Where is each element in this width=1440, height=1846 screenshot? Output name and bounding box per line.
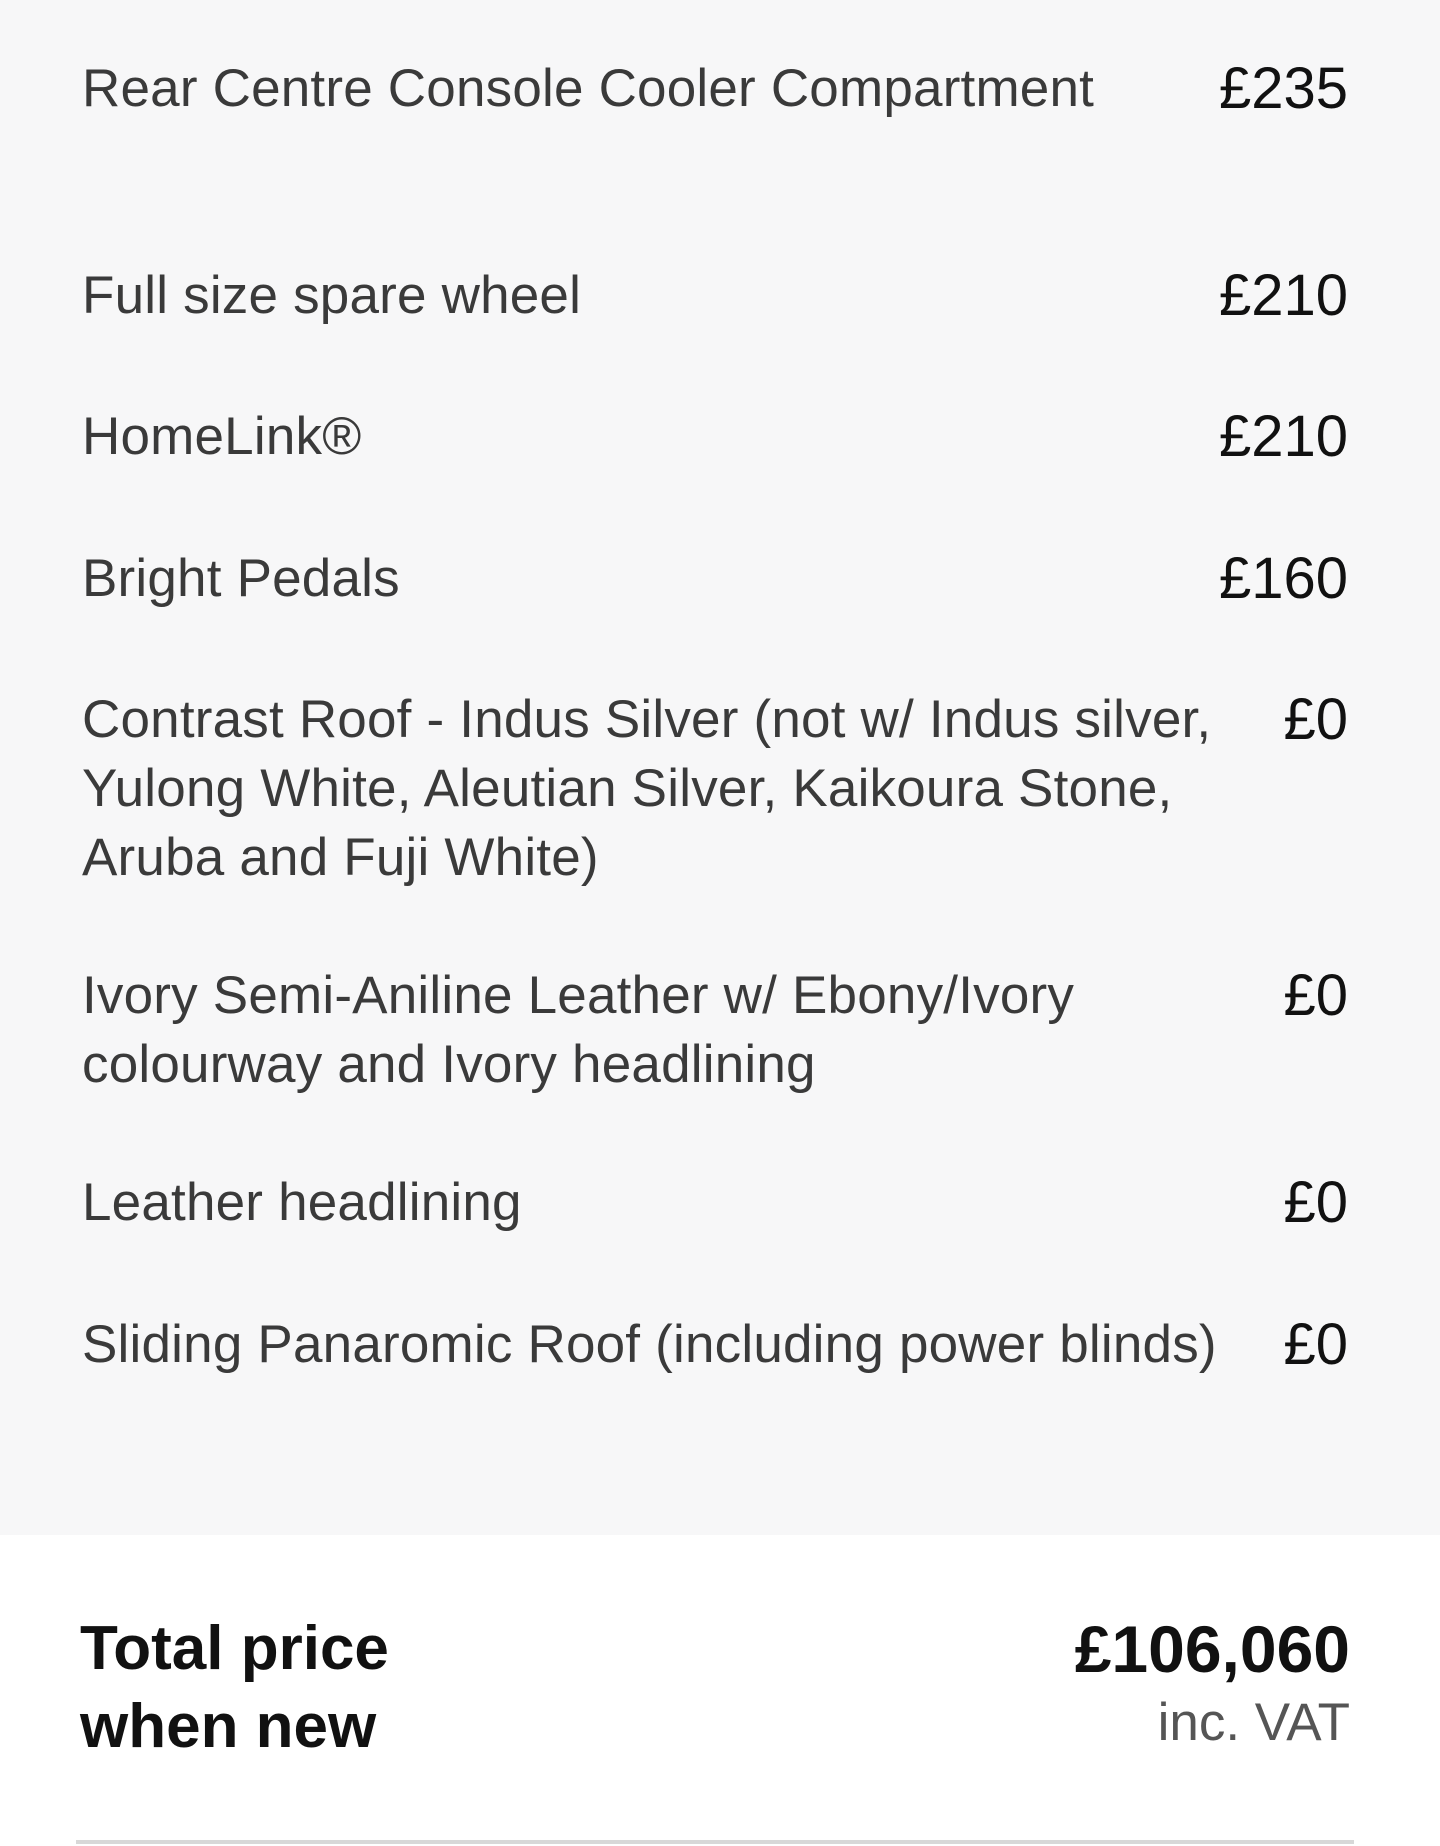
option-label: HomeLink®: [82, 407, 362, 466]
option-label: Contrast Roof - Indus Silver (not w/ Indus silver, Yulong White, Aleutian Silver, Kaikoura Stone, Aruba and Fuji White): [82, 690, 1212, 887]
option-price: £210: [1218, 263, 1348, 328]
option-label: Rear Centre Console Cooler Compartment: [82, 59, 1095, 118]
option-label: Ivory Semi-Aniline Leather w/ Ebony/Ivory colourway and Ivory headlining: [82, 966, 1075, 1094]
total-price-value: £106,060: [1074, 1612, 1350, 1686]
option-row-contrast-roof: [82, 685, 1348, 892]
option-price: £0: [1283, 1312, 1348, 1377]
option-price: £235: [1218, 56, 1348, 121]
option-row-leather-headlining: [82, 1168, 1348, 1237]
total-price-value-group: [1075, 1610, 1350, 1758]
option-price: £0: [1283, 687, 1348, 752]
option-price: £0: [1283, 963, 1348, 1028]
option-price: £210: [1218, 404, 1348, 469]
option-label: Leather headlining: [82, 1173, 522, 1232]
option-row-rear-console-cooler: [82, 54, 1348, 123]
option-row-bright-pedals: [82, 544, 1348, 613]
total-price-label: Total price when new: [80, 1614, 389, 1761]
option-label: Sliding Panaromic Roof (including power blinds): [82, 1315, 1217, 1374]
option-label: Full size spare wheel: [82, 266, 582, 325]
option-row-panoramic-roof: [82, 1310, 1348, 1379]
option-row-spare-wheel: [82, 261, 1348, 330]
option-label: Bright Pedals: [82, 549, 400, 608]
total-price-section: [80, 1610, 1350, 1766]
option-price: £160: [1218, 546, 1348, 611]
option-row-ivory-leather: [82, 961, 1348, 1099]
option-row-homelink: [82, 402, 1348, 471]
bottom-divider: [76, 1840, 1354, 1844]
vat-note: inc. VAT: [1157, 1693, 1350, 1752]
option-price: £0: [1283, 1170, 1348, 1235]
